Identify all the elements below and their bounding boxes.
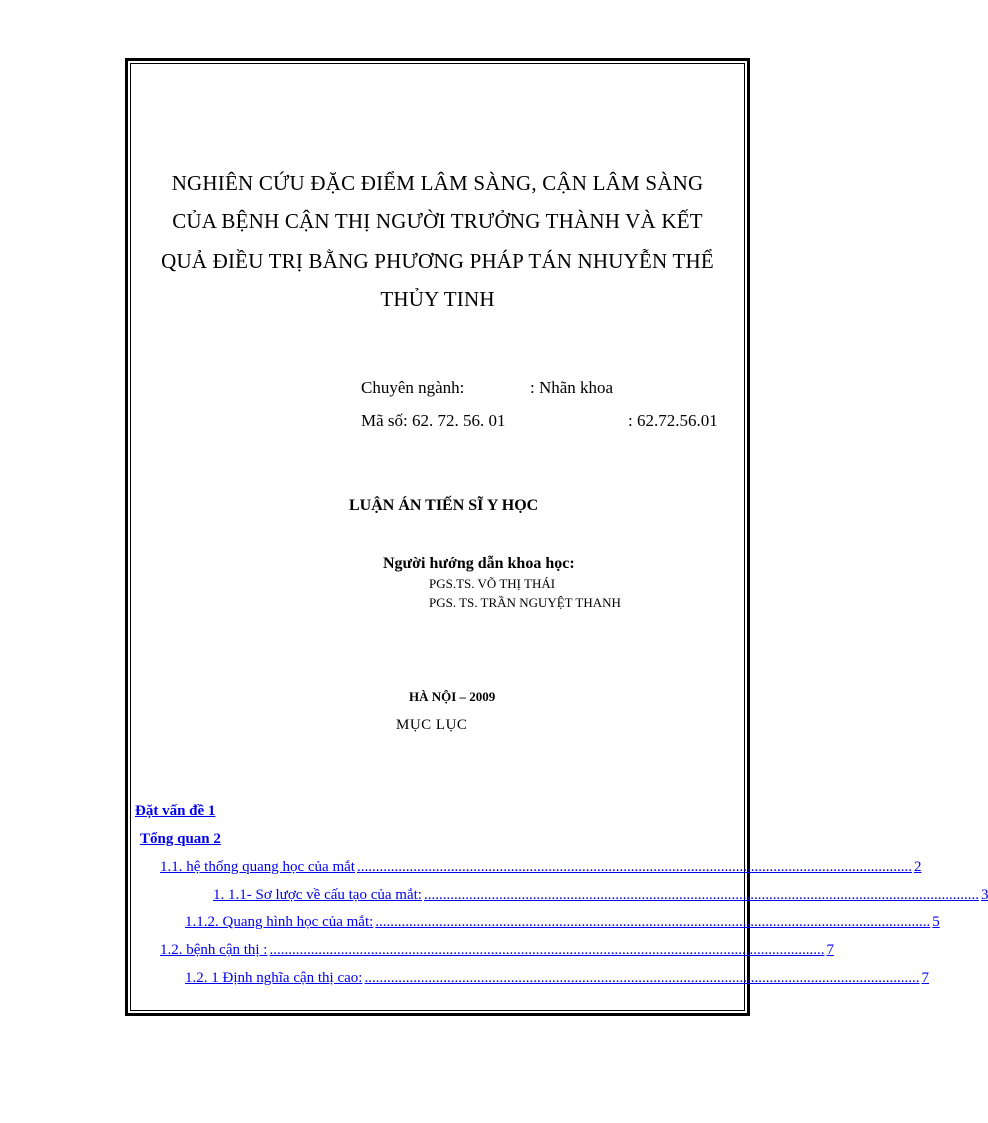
toc-entry[interactable] xyxy=(185,970,929,987)
advisors-heading: Người hướng dẫn khoa học: xyxy=(383,555,575,572)
title-line: QUẢ ĐIỀU TRỊ BẰNG PHƯƠNG PHÁP TÁN NHUYỄN THỂ xyxy=(161,249,714,273)
degree-title: LUẬN ÁN TIẾN SĨ Y HỌC xyxy=(349,497,539,514)
toc-heading: MỤC LỤC xyxy=(396,717,468,733)
toc-entry[interactable] xyxy=(160,859,922,876)
specialty-value: : Nhãn khoa xyxy=(530,378,614,397)
leader-dots: .................................................................................................................................................... xyxy=(423,887,979,903)
code-value: : 62.72.56.01 xyxy=(628,411,718,430)
leader-dots: .................................................................................................................................................... xyxy=(269,942,825,958)
title-line: THỦY TINH xyxy=(380,287,495,311)
code-label: Mã số: 62. 72. 56. 01 xyxy=(361,411,506,430)
advisor-name: PGS.TS. VÕ THỊ THÁI xyxy=(429,576,556,591)
advisor-name: PGS. TS. TRẦN NGUYỆT THANH xyxy=(429,595,621,610)
leader-dots: .................................................................................................................................................... xyxy=(356,859,912,875)
toc-entry-label: 1. 1.1- Sơ lược về cấu tạo của mắt: xyxy=(213,887,422,903)
toc-entry-label: 1.2. bệnh cận thị : xyxy=(160,942,268,958)
toc-link-overview[interactable]: Tổng quan 2 xyxy=(140,831,221,847)
toc-entry-label: 1.2. 1 Định nghĩa cận thị cao: xyxy=(185,970,363,986)
toc-entry[interactable] xyxy=(185,914,940,931)
leader-dots: .................................................................................................................................................... xyxy=(364,970,920,986)
specialty-label: Chuyên ngành: xyxy=(361,378,465,397)
title-line: NGHIÊN CỨU ĐẶC ĐIỂM LÂM SÀNG, CẬN LÂM SÀNG xyxy=(171,171,704,195)
toc-entry-page: 5 xyxy=(932,914,940,930)
toc-entry-page: 7 xyxy=(826,942,834,958)
toc-entry-page: 2 xyxy=(913,859,922,875)
place-year: HÀ NỘI – 2009 xyxy=(409,689,496,704)
toc-entry[interactable] xyxy=(160,942,834,959)
leader-dots: .................................................................................................................................................... xyxy=(375,914,931,930)
toc-entry-page: 7 xyxy=(921,970,929,986)
toc-entry[interactable] xyxy=(213,887,988,904)
toc-link-intro[interactable]: Đặt vấn đề 1 xyxy=(135,803,216,819)
toc-entry-label: 1.1.2. Quang hình học của mắt: xyxy=(185,914,374,930)
title-line: CỦA BỆNH CẬN THỊ NGƯỜI TRƯỞNG THÀNH VÀ KẾT xyxy=(172,209,703,233)
toc-entry-label: 1.1. hệ thống quang học của mắt xyxy=(160,859,355,875)
toc-entry-page: 3 xyxy=(980,887,988,903)
